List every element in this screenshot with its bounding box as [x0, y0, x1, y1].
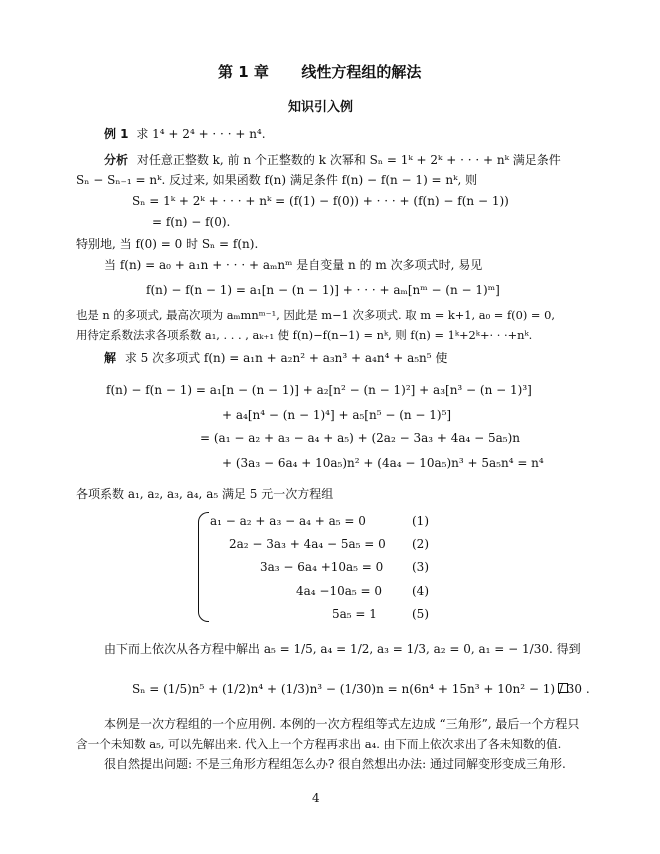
- section-title: 知识引入例: [288, 100, 354, 115]
- example-line: [104, 126, 266, 142]
- analysis-equation-2: = f(n) − f(0).: [152, 215, 231, 229]
- analysis-line-1: [104, 152, 561, 168]
- chapter-label: 第 1 章: [218, 63, 269, 81]
- qed-square: [558, 683, 568, 693]
- system-num-5: (5): [412, 607, 429, 621]
- example-label: 例 1: [104, 127, 129, 141]
- analysis-line-3: 特别地, 当 f(0) = 0 时 Sₙ = f(n).: [76, 237, 259, 251]
- analysis-line-2: Sₙ − Sₙ₋₁ = nᵏ. 反过来, 如果函数 f(n) 满足条件 f(n) − f(n − 1) = nᵏ, 则: [76, 173, 478, 187]
- page-number: 4: [312, 791, 320, 805]
- result-formula: Sₙ = (1/5)n⁵ + (1/2)n⁴ + (1/3)n³ − (1/30)n = n(6n⁴ + 15n³ + 10n² − 1) / 30 .: [132, 682, 590, 696]
- solution-equation-4: + (3a₃ − 6a₄ + 10a₅)n² + (4a₄ − 10a₅)n³ + 5a₅n⁴ = n⁴: [222, 456, 544, 470]
- analysis-line-4: 当 f(n) = a₀ + a₁n + · · · + aₘnᵐ 是自变量 n 的 m 次多项式时, 易见: [104, 258, 483, 272]
- solution-equation-2: + a₄[n⁴ − (n − 1)⁴] + a₅[n⁵ − (n − 1)⁵]: [222, 408, 452, 422]
- solution-label: 解: [104, 351, 117, 365]
- analysis-equation-1: Sₙ = 1ᵏ + 2ᵏ + · · · + nᵏ = (f(1) − f(0)) + · · · + (f(n) − f(n − 1)): [132, 194, 509, 208]
- system-num-3: (3): [412, 560, 429, 574]
- analysis-label: 分析: [104, 153, 129, 167]
- solution-line-2: 各项系数 a₁, a₂, a₃, a₄, a₅ 满足 5 元一次方程组: [76, 487, 334, 501]
- system-eq-1: a₁ − a₂ + a₃ − a₄ + a₅ = 0: [210, 514, 366, 528]
- system-num-2: (2): [412, 537, 429, 551]
- system-num-4: (4): [412, 584, 429, 598]
- solution-equation-1: f(n) − f(n − 1) = a₁[n − (n − 1)] + a₂[n² − (n − 1)²] + a₃[n³ − (n − 1)³]: [106, 383, 532, 397]
- system-eq-3: 3a₃ − 6a₄ +10a₅ = 0: [260, 560, 384, 574]
- remark-line-1: 本例是一次方程组的一个应用例. 本例的一次方程组等式左边成 “三角形”, 最后一个方程只: [104, 717, 580, 731]
- system-eq-5: 5a₅ = 1: [332, 607, 377, 621]
- solution-line-1: [104, 350, 447, 366]
- system-brace: [198, 512, 209, 622]
- remark-line-2: 含一个未知数 a₅, 可以先解出来. 代入上一个方程再求出 a₄. 由下而上依次求出了各未知数的值.: [76, 737, 562, 751]
- solution-text-1: 求 5 次多项式 f(n) = a₁n + a₂n² + a₃n³ + a₄n⁴ + a₅n⁵ 使: [124, 351, 448, 365]
- analysis-text-1: 对任意正整数 k, 前 n 个正整数的 k 次幂和 Sₙ = 1ᵏ + 2ᵏ + · · · + nᵏ 满足条件: [136, 153, 561, 167]
- analysis-line-5: 也是 n 的多项式, 最高次项为 aₘmnᵐ⁻¹, 因此是 m−1 次多项式. 取 m = k+1, a₀ = f(0) = 0,: [76, 308, 555, 322]
- back-substitution: 由下而上依次从各方程中解出 a₅ = 1/5, a₄ = 1/2, a₃ = 1/3, a₂ = 0, a₁ = − 1/30. 得到: [104, 642, 581, 656]
- remark-line-3: 很自然提出问题: 不是三角形方程组怎么办? 很自然想出办法: 通过同解变形变成三角形.: [104, 757, 566, 771]
- chapter-title: 线性方程组的解法: [301, 63, 422, 81]
- example-text: 求 1⁴ + 2⁴ + · · · + n⁴.: [136, 127, 266, 141]
- system-eq-4: 4a₄ −10a₅ = 0: [296, 584, 383, 598]
- system-num-1: (1): [412, 514, 429, 528]
- chapter-heading: [218, 64, 421, 80]
- analysis-line-6: 用待定系数法求各项系数 a₁, . . . , aₖ₊₁ 使 f(n)−f(n−1) = nᵏ, 则 f(n) = 1ᵏ+2ᵏ+· · ·+nᵏ.: [76, 328, 533, 342]
- analysis-equation-3: f(n) − f(n − 1) = a₁[n − (n − 1)] + · · · + aₘ[nᵐ − (n − 1)ᵐ]: [146, 283, 500, 297]
- system-eq-2: 2a₂ − 3a₃ + 4a₄ − 5a₅ = 0: [229, 537, 386, 551]
- solution-equation-3: = (a₁ − a₂ + a₃ − a₄ + a₅) + (2a₂ − 3a₃ + 4a₄ − 5a₅)n: [200, 431, 521, 445]
